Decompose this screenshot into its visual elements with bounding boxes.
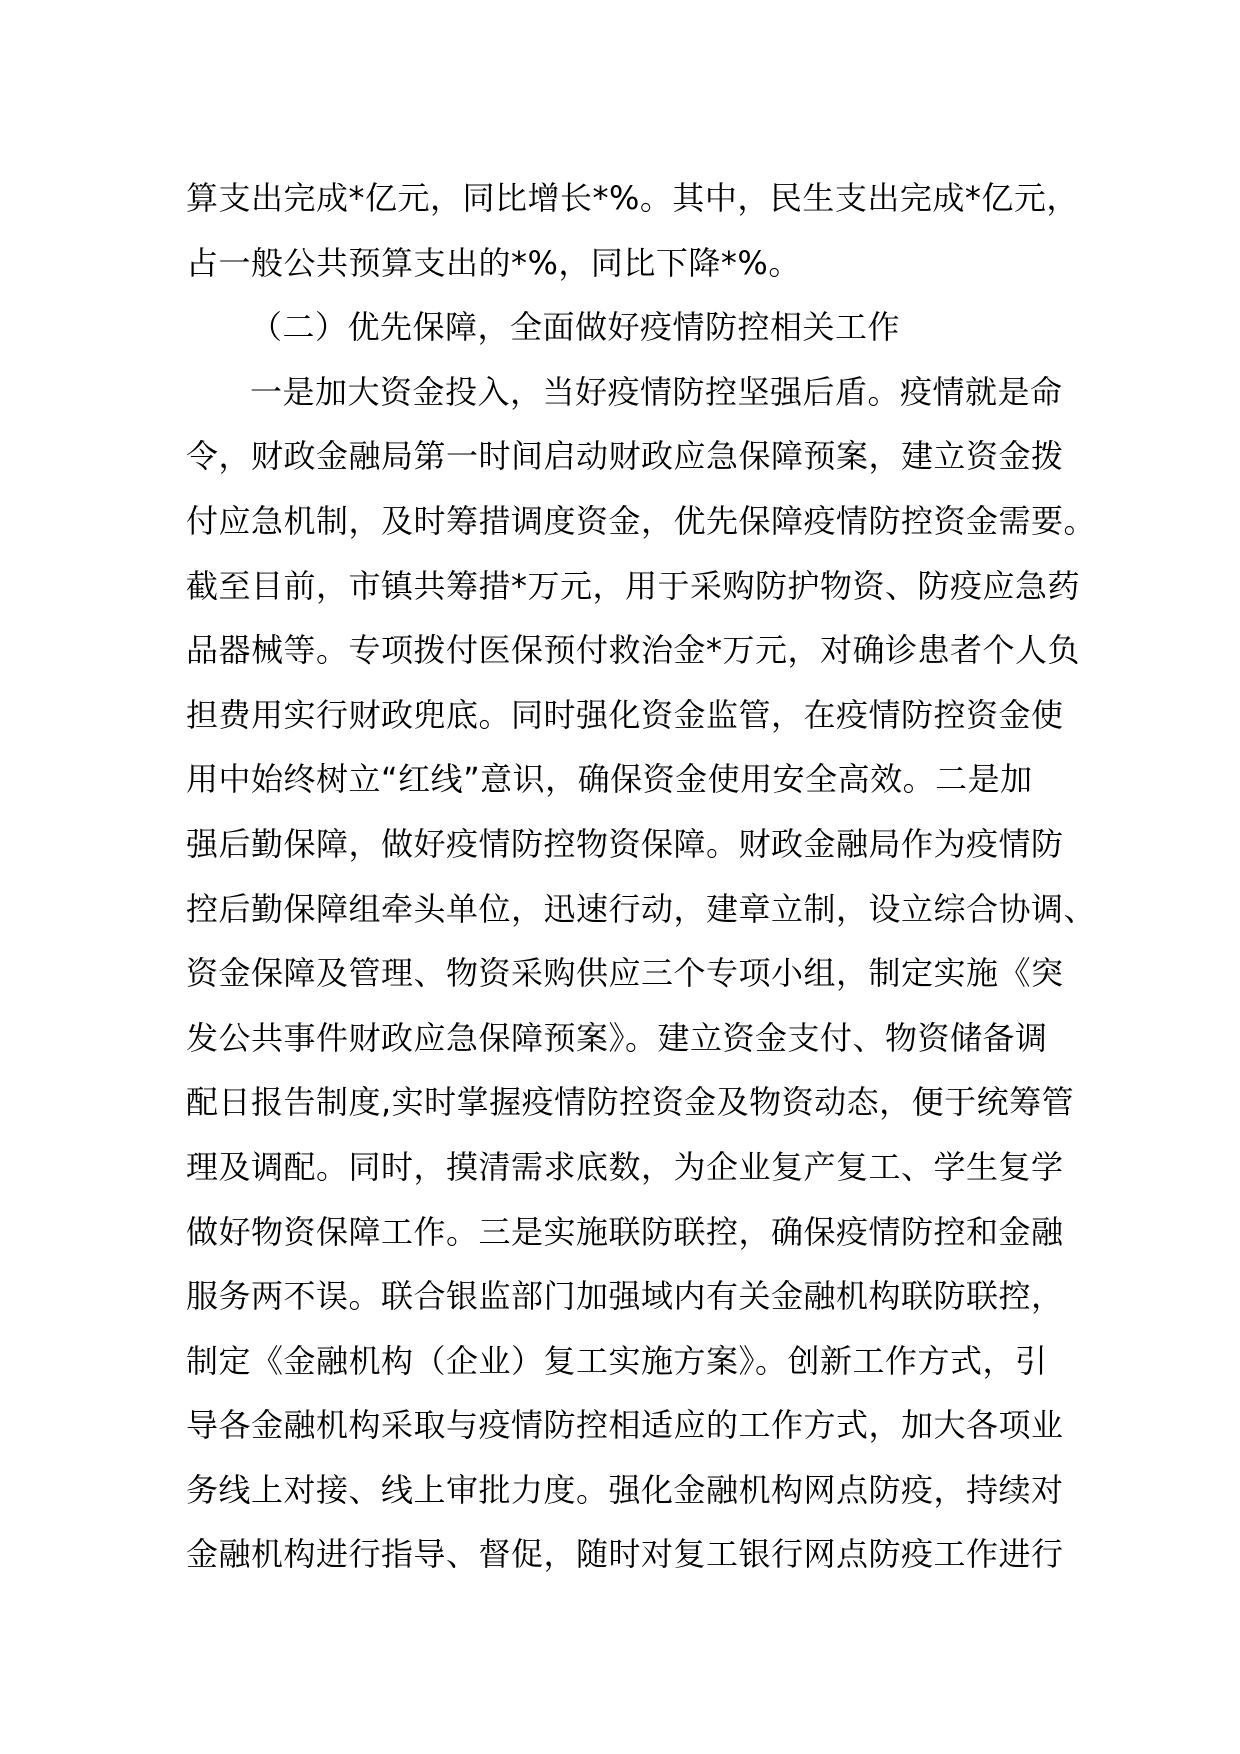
section-heading: （二）优先保障，全面做好疫情防控相关工作 <box>250 308 901 347</box>
text-line: 担费用实行财政兜底。同时强化资金监管，在疫情防控资金使 <box>186 695 1064 734</box>
text-line: 制定《金融机构（企业）复工实施方案》。创新工作方式，引 <box>186 1341 1048 1380</box>
text-line: 用中始终树立“红线”意识，确保资金使用安全高效。二是加 <box>186 760 1033 799</box>
text-line: 品器械等。专项拨付医保预付救治金*万元，对确诊患者个人负 <box>186 631 1081 670</box>
text-line: 做好物资保障工作。三是实施联防联控，确保疫情防控和金融 <box>186 1212 1064 1251</box>
text-line: 占一般公共预算支出的*%，同比下降*%。 <box>186 243 801 282</box>
text-line: 务线上对接、线上审批力度。强化金融机构网点防疫，持续对 <box>186 1470 1064 1509</box>
text-line: 付应急机制，及时筹措调度资金，优先保障疫情防控资金需要。 <box>186 501 1097 540</box>
text-line: 配日报告制度,实时掌握疫情防控资金及物资动态，便于统筹管 <box>186 1083 1075 1122</box>
text-line: 资金保障及管理、物资采购供应三个专项小组，制定实施《突 <box>186 954 1064 993</box>
document-body <box>186 166 1097 1587</box>
text-line: 服务两不误。联合银监部门加强域内有关金融机构联防联控， <box>186 1277 1064 1316</box>
text-line: 强后勤保障，做好疫情防控物资保障。财政金融局作为疫情防 <box>186 824 1064 863</box>
text-line: 截至目前，市镇共筹措*万元，用于采购防护物资、防疫应急药 <box>186 566 1081 605</box>
text-line: 金融机构进行指导、督促，随时对复工银行网点防疫工作进行 <box>186 1535 1064 1574</box>
paragraph-first-line: 一是加大资金投入，当好疫情防控坚强后盾。疫情就是命 <box>250 372 1063 411</box>
text-line: 理及调配。同时，摸清需求底数，为企业复产复工、学生复学 <box>186 1147 1064 1186</box>
text-line: 控后勤保障组牵头单位，迅速行动，建章立制，设立综合协调、 <box>186 889 1097 928</box>
text-line: 发公共事件财政应急保障预案》。建立资金支付、物资储备调 <box>186 1018 1048 1057</box>
text-line: 算支出完成*亿元，同比增长*%。其中，民生支出完成*亿元， <box>186 179 1079 217</box>
text-line: 导各金融机构采取与疫情防控相适应的工作方式，加大各项业 <box>186 1406 1064 1445</box>
text-line: 令，财政金融局第一时间启动财政应急保障预案，建立资金拨 <box>186 437 1064 476</box>
